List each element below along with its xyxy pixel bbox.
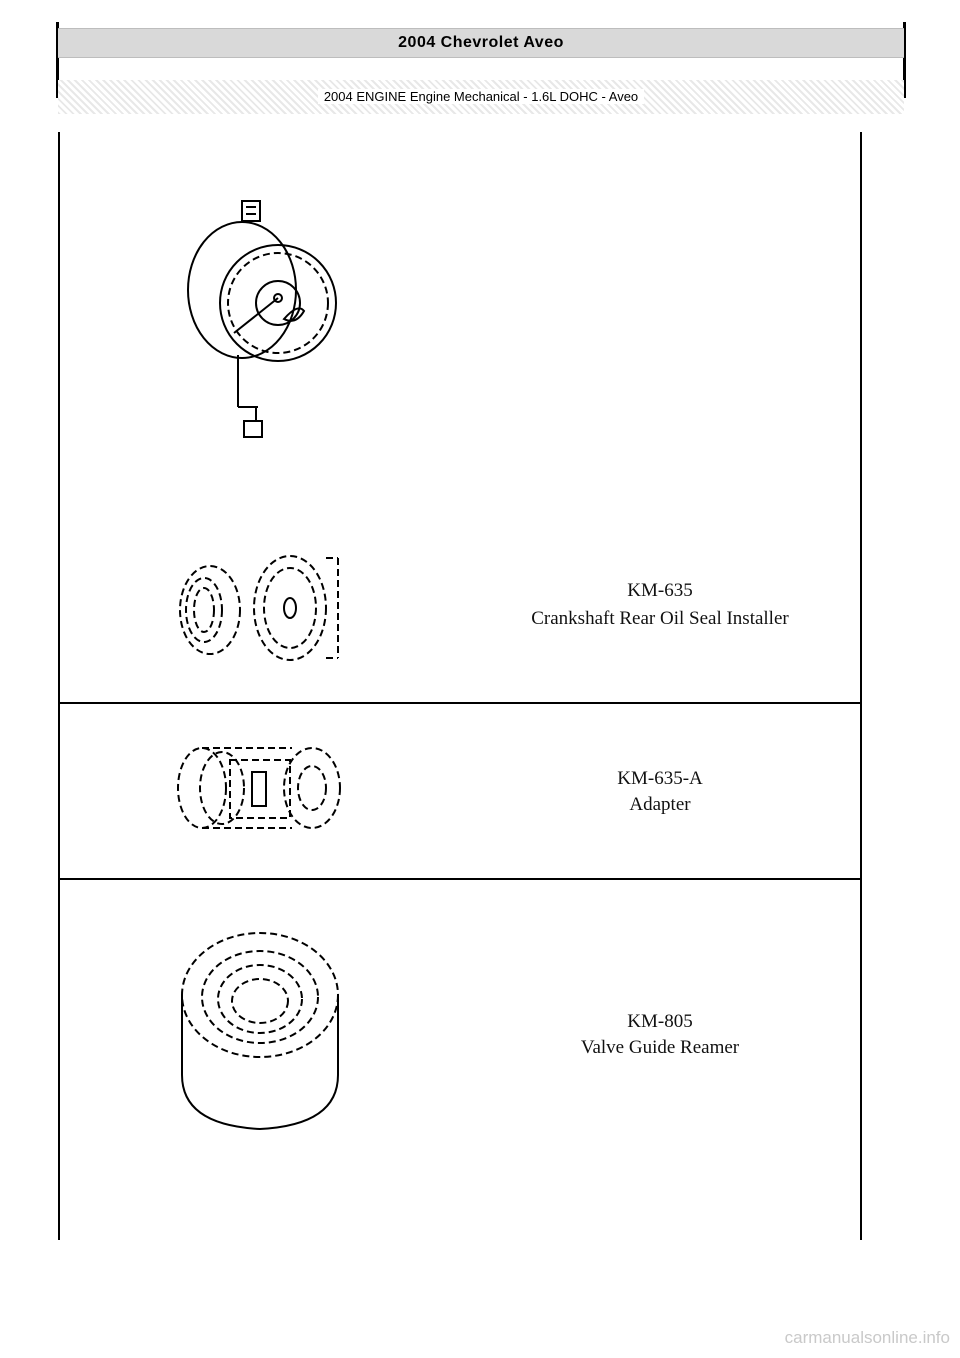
header-title: 2004 Chevrolet Aveo: [58, 28, 904, 58]
row-1-part-name: Crankshaft Rear Oil Seal Installer: [531, 608, 789, 629]
row-divider-1: [58, 702, 862, 704]
valve-guide-reamer-illustration: [174, 925, 344, 1137]
row-2-part-name: Adapter: [629, 794, 691, 815]
dial-gauge-illustration: [180, 195, 350, 455]
adapter-illustration: [172, 740, 352, 840]
header-subtitle: 2004 ENGINE Engine Mechanical - 1.6L DOHC - Aveo: [318, 89, 644, 104]
page-header: [58, 22, 904, 104]
footer-watermark: carmanualsonline.info: [784, 1328, 950, 1347]
row-2-part-number: KM-635-A: [617, 768, 703, 789]
row-1-part-number: KM-635: [627, 580, 693, 601]
seal-installer-illustration: [172, 548, 352, 668]
row-divider-2: [58, 878, 862, 880]
row-3-part-name: Valve Guide Reamer: [580, 1037, 740, 1058]
header-subtitle-bar: [58, 80, 904, 114]
row-3-part-number: KM-805: [627, 1011, 693, 1032]
